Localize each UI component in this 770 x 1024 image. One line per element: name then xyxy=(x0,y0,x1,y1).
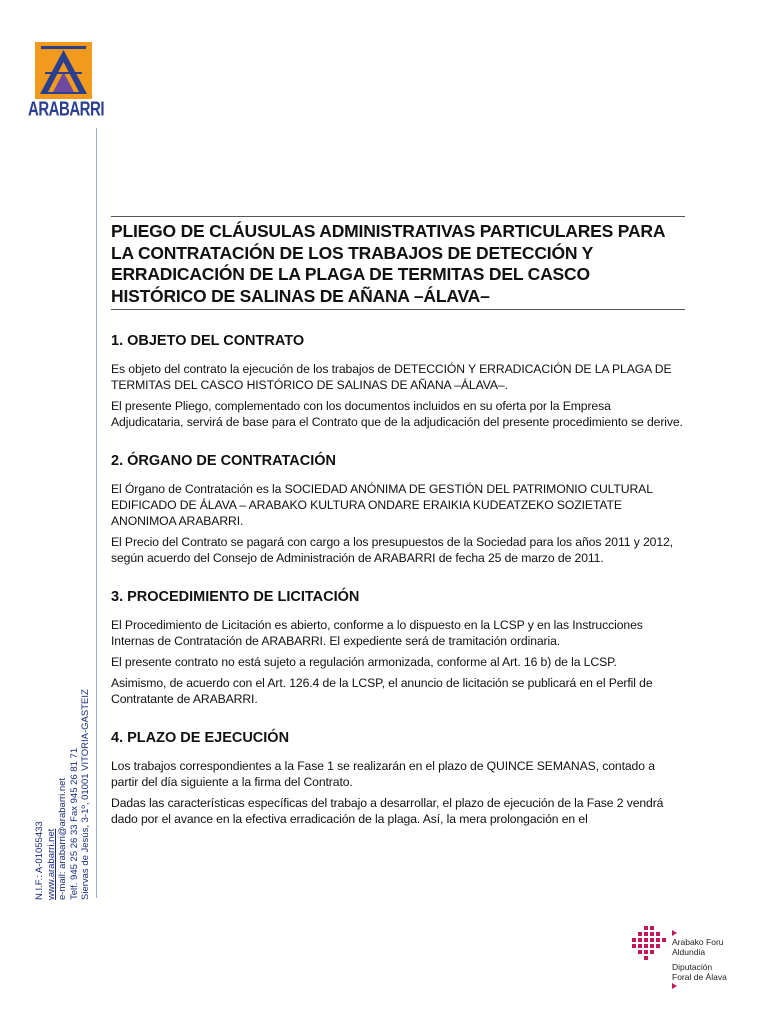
paragraph: Es objeto del contrato la ejecución de los trabajos de DETECCIÓN Y ERRADICACIÓN DE LA PLAGA DE TERMITAS DEL CASCO HISTÓRICO DE SALINAS DE AÑANA –ÁLAVA–. xyxy=(111,362,672,392)
section-heading: 2. ÓRGANO DE CONTRATACIÓN xyxy=(111,453,337,469)
contact-sidebar xyxy=(34,580,92,900)
section-organo xyxy=(111,452,685,566)
section-heading: 1. OBJETO DEL CONTRATO xyxy=(111,333,305,349)
triangle-icon xyxy=(672,983,677,989)
section-heading: 3. PROCEDIMIENTO DE LICITACIÓN xyxy=(111,589,360,605)
nif-text: N.I.F.: A-01055433 xyxy=(34,821,45,900)
website-link[interactable]: www.arabarri.net xyxy=(45,828,57,900)
margin-rule xyxy=(96,128,97,898)
paragraph: Asimismo, de acuerdo con el Art. 126.4 de la LCSP, el anuncio de licitación se publicará en el Perfil de Contratante de ARABARRI. xyxy=(111,676,653,706)
email-text[interactable]: e-mail: arabarri@arabarri.net xyxy=(57,777,68,900)
arabarri-logo xyxy=(28,42,104,124)
diputacion-dots-icon xyxy=(628,926,668,962)
paragraph: El Precio del Contrato se pagará con cargo a los presupuestos de la Sociedad para los años 2011 y 2012, según acuerdo del Consejo de Administración de ARABARRI de fecha 25 de marzo de 2011. xyxy=(111,535,673,565)
phone-text: Telf. 945 25 26 33 Fax 945 26 81 71 xyxy=(68,747,80,900)
section-heading: 4. PLAZO DE EJECUCIÓN xyxy=(111,730,290,746)
title-line: HISTÓRICO DE SALINAS DE AÑANA –ÁLAVA– xyxy=(111,285,490,306)
paragraph: El Órgano de Contratación es la SOCIEDAD ANÓNIMA DE GESTIÓN DEL PATRIMONIO CULTURAL EDIFICADO DE ÁLAVA – ARABAKO KULTURA ONDARE ERAIKIA KUDEATZEKO SOZIETATE ANONIMOA ARABARRI. xyxy=(111,482,653,528)
paragraph: El Procedimiento de Licitación es abierto, conforme a lo dispuesto en la LCSP y en las Instrucciones Internas de Contratación de ARABARRI. El expediente será de tramitación ordinaria. xyxy=(111,618,643,648)
arabarri-logo-mark xyxy=(35,42,92,99)
logo-text: ARABARRI xyxy=(28,98,104,121)
document-title xyxy=(111,221,685,307)
title-line: ERRADICACIÓN DE LA PLAGA DE TERMITAS DEL CASCO xyxy=(111,264,590,284)
address-text: Siervas de Jesús, 3-1º, 01001 VITORIA-GASTEIZ xyxy=(80,689,91,900)
diputacion-logo xyxy=(628,920,738,1010)
triangle-icon xyxy=(672,930,677,936)
section-procedimiento xyxy=(111,588,685,707)
title-line: LA CONTRATACIÓN DE LOS TRABAJOS DE DETECCIÓN Y xyxy=(111,242,594,263)
paragraph: Los trabajos correspondientes a la Fase 1 se realizarán en el plazo de QUINCE SEMANAS, contado a partir del día siguiente a la firma del Contrato. xyxy=(111,759,655,789)
document-body xyxy=(111,216,685,832)
paragraph: Dadas las características específicas del trabajo a desarrollar, el plazo de ejecución de la Fase 2 vendrá dado por el avance en la efectiva erradicación de la plaga. Así, la mera prolongación en el xyxy=(111,796,664,826)
footer-line: Foral de Álava xyxy=(672,971,727,982)
footer-line: Diputación xyxy=(672,962,713,972)
footer-line: Aldundia xyxy=(672,946,706,957)
title-rule-bottom xyxy=(111,309,685,310)
title-line: PLIEGO DE CLÁUSULAS ADMINISTRATIVAS PARTICULARES PARA xyxy=(111,221,666,241)
diputacion-text xyxy=(672,929,727,991)
paragraph: El presente contrato no está sujeto a regulación armonizada, conforme al Art. 16 b) de la LCSP. xyxy=(111,655,617,669)
title-rule-top xyxy=(111,216,685,217)
section-plazo xyxy=(111,729,685,827)
section-objeto xyxy=(111,332,685,430)
paragraph: El presente Pliego, complementado con los documentos incluidos en su oferta por la Empresa Adjudicataria, servirá de base para el Contrato que de la adjudicación del presente procedimiento se derive. xyxy=(111,399,683,429)
footer-line: Arabako Foru xyxy=(672,937,724,947)
